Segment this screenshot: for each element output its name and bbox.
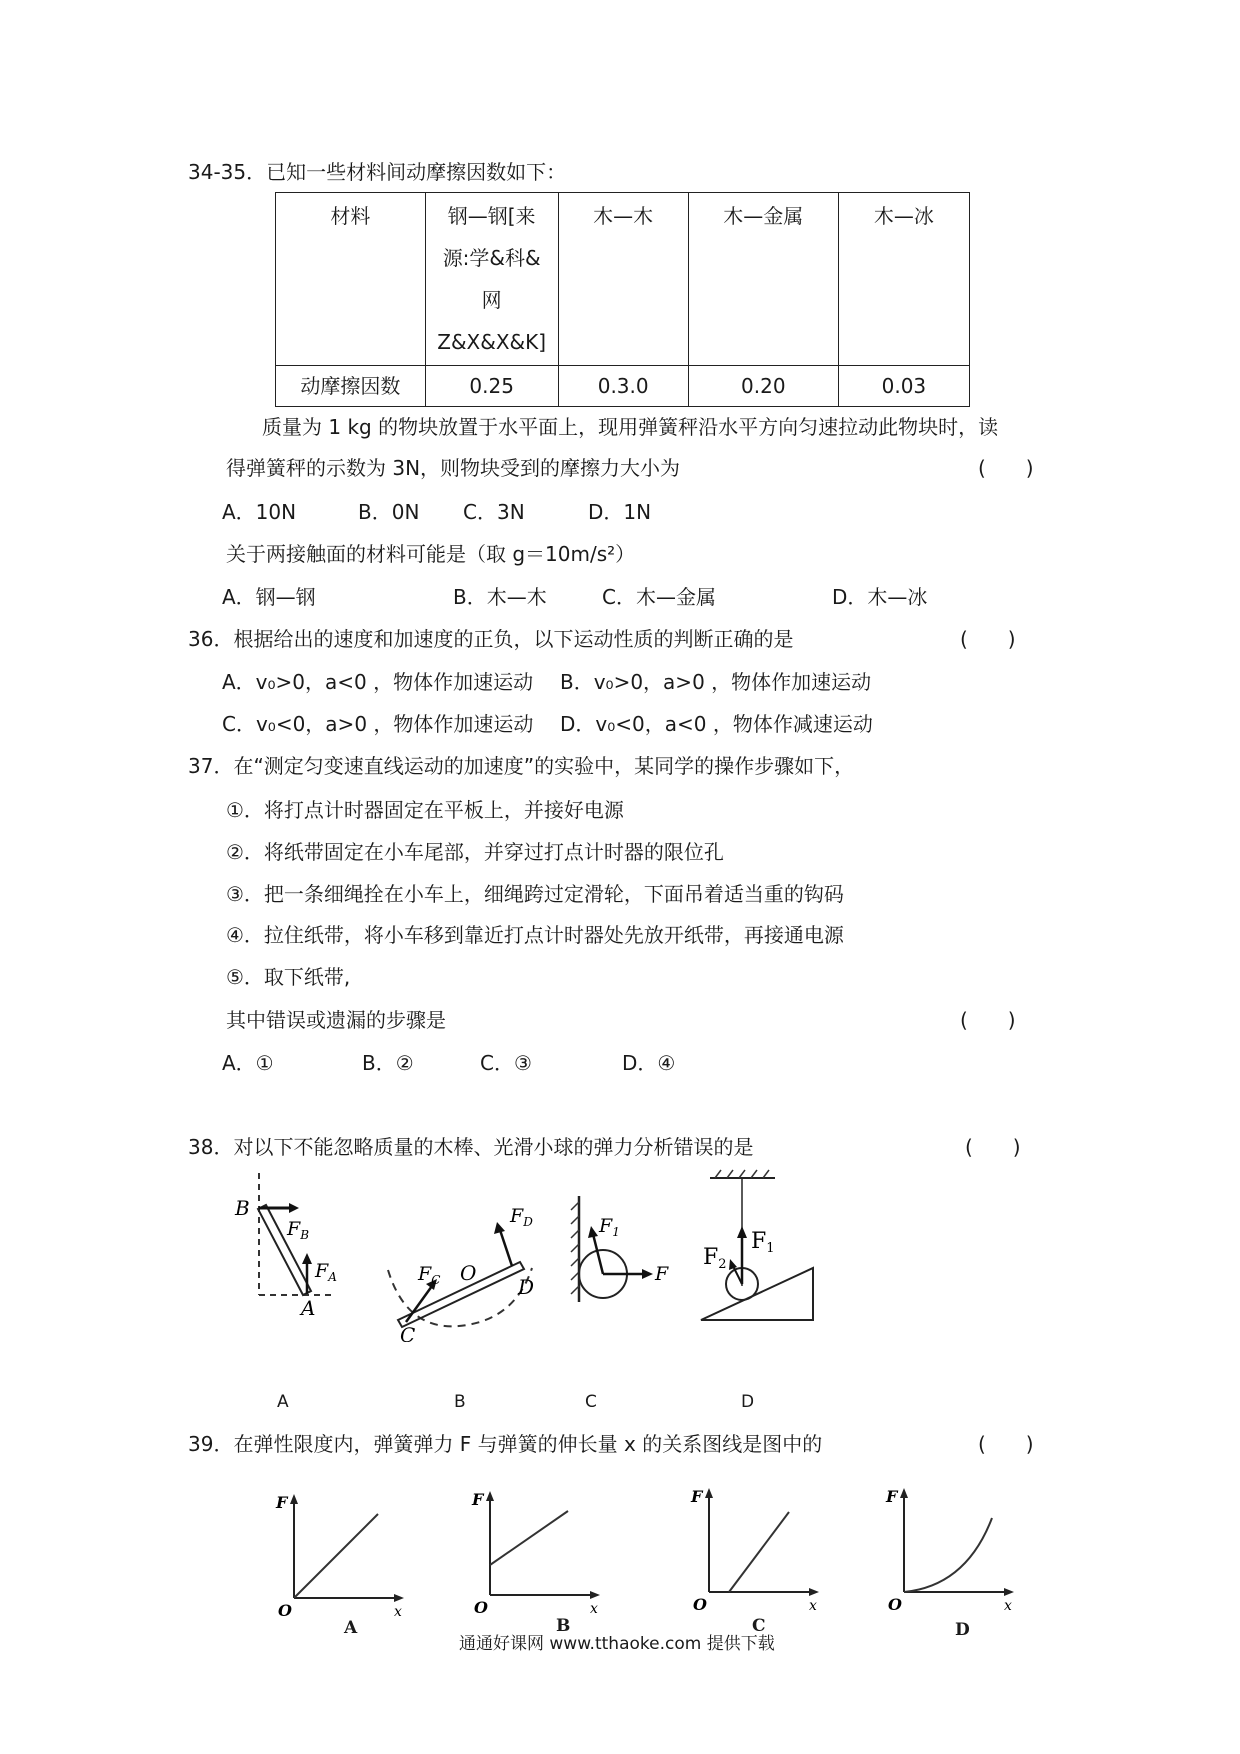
table-cell: 0.25: [425, 366, 558, 407]
option-b: B．②: [362, 1051, 414, 1075]
label-fc-sub: C: [431, 1273, 441, 1287]
option-d: D．④: [622, 1051, 676, 1075]
label-fa-f: F: [315, 1260, 329, 1282]
option-c: C．木—金属: [602, 585, 716, 609]
q34-paragraph-1: 质量为 1 kg 的物块放置于水平面上，现用弹簧秤沿水平方向匀速拉动此物块时，读: [262, 415, 999, 439]
graph-caption-a: A: [344, 1618, 358, 1638]
option-d: D．1N: [588, 500, 652, 524]
option-a: A．①: [222, 1051, 274, 1075]
figure-38b-rod-in-bowl: [370, 1172, 550, 1342]
label-f1-sub: 1: [612, 1225, 620, 1239]
label-f1-sub: 1: [766, 1241, 775, 1256]
origin-o: O: [474, 1598, 488, 1615]
label-fa: [314, 1260, 337, 1284]
head-line: 网: [481, 288, 502, 312]
q36-stem: 36．根据给出的速度和加速度的正负，以下运动性质的判断正确的是: [188, 627, 794, 651]
table-cell: 0.03: [838, 366, 969, 407]
friction-table: [275, 192, 970, 407]
head-line: Z&X&X&K]: [437, 330, 547, 354]
graph-caption-d: D: [955, 1620, 970, 1640]
table-head-steel-steel: [425, 193, 558, 366]
table-cell: 0.20: [688, 366, 838, 407]
label-fd-sub: D: [523, 1215, 533, 1229]
table-row-label: 动摩擦因数: [276, 366, 426, 407]
table-head-wood-metal: 木—金属: [688, 193, 838, 366]
label-fb-f: F: [287, 1218, 301, 1240]
label-f1-f: F: [751, 1229, 767, 1254]
q34-paragraph-2: 得弹簧秤的示数为 3N，则物块受到的摩擦力大小为: [226, 456, 681, 480]
label-f: F: [655, 1263, 669, 1285]
option-b: B．v₀>0，a>0 ，物体作加速运动: [560, 670, 872, 694]
option-b: B．木—木: [453, 585, 547, 609]
graph-d-curve: [880, 1482, 1020, 1612]
origin-o: O: [888, 1595, 902, 1612]
answer-paren: ( ): [960, 1008, 1016, 1032]
q34-35-stem: 34-35．已知一些材料间动摩擦因数如下：: [188, 160, 567, 184]
head-line: 钢—钢[来: [447, 204, 536, 228]
axis-x: x: [394, 1604, 402, 1618]
option-b: B．0N: [358, 500, 420, 524]
graph-b-linear-with-intercept: [466, 1485, 606, 1615]
option-c: C．3N: [463, 500, 525, 524]
table-head-material: 材料: [276, 193, 426, 366]
label-f1: [751, 1229, 775, 1256]
label-fc: [417, 1263, 440, 1287]
label-fd: [509, 1205, 533, 1229]
figure-caption-b: B: [454, 1392, 466, 1412]
step-5: ⑤．取下纸带,: [226, 965, 351, 989]
label-f2-f: F: [703, 1245, 719, 1270]
label-fd-f: F: [510, 1205, 524, 1227]
q39-stem: 39．在弹性限度内，弹簧弹力 F 与弹簧的伸长量 x 的关系图线是图中的: [188, 1432, 823, 1456]
option-c: C．③: [480, 1051, 532, 1075]
origin-o: O: [278, 1601, 292, 1618]
axis-x: x: [590, 1601, 598, 1615]
option-d: D．木—冰: [832, 585, 928, 609]
label-b: B: [235, 1196, 250, 1220]
option-d: D．v₀<0，a<0 ，物体作减速运动: [560, 712, 873, 736]
label-fb: [286, 1218, 309, 1242]
origin-o: O: [693, 1595, 707, 1612]
figure-caption-a: A: [277, 1392, 289, 1412]
figure-38d-ball-on-incline: [695, 1168, 825, 1328]
graph-a-linear-through-origin: [270, 1488, 410, 1618]
graph-c-linear-x-intercept: [685, 1482, 825, 1612]
label-fa-sub: A: [328, 1270, 337, 1284]
figure-caption-d: D: [741, 1392, 755, 1412]
option-c: C．v₀<0，a>0 ，物体作加速运动: [222, 712, 534, 736]
option-a: A．钢—钢: [222, 585, 316, 609]
axis-f: F: [276, 1493, 288, 1512]
table-head-wood-ice: 木—冰: [838, 193, 969, 366]
label-a: A: [301, 1296, 316, 1320]
label-f1-f: F: [599, 1215, 613, 1237]
label-d: D: [518, 1275, 535, 1299]
q35-stem: 关于两接触面的材料可能是（取 g＝10m/s²）: [226, 542, 636, 566]
label-f2-sub: 2: [718, 1257, 727, 1272]
answer-paren: ( ): [978, 456, 1034, 480]
axis-x: x: [1004, 1598, 1012, 1612]
step-4: ④．拉住纸带，将小车移到靠近打点计时器处先放开纸带，再接通电源: [226, 923, 844, 947]
step-2: ②．将纸带固定在小车尾部，并穿过打点计时器的限位孔: [226, 840, 724, 864]
head-line: 源:学&科&: [442, 246, 541, 270]
label-f2: [703, 1245, 727, 1272]
step-3: ③．把一条细绳拴在小车上，细绳跨过定滑轮，下面吊着适当重的钩码: [226, 882, 844, 906]
label-fb-sub: B: [300, 1228, 310, 1242]
figure-38c-ball-on-wall: [565, 1190, 670, 1310]
q37-stem: 37．在“测定匀变速直线运动的加速度”的实验中，某同学的操作步骤如下，: [188, 754, 855, 778]
answer-paren: ( ): [978, 1432, 1034, 1456]
label-o: O: [460, 1261, 477, 1285]
axis-f: F: [691, 1487, 703, 1506]
graph-caption-c: C: [752, 1616, 766, 1636]
label-fc-f: F: [418, 1263, 432, 1285]
axis-f: F: [472, 1490, 484, 1509]
q37-ask: 其中错误或遗漏的步骤是: [226, 1008, 446, 1032]
graph-caption-b: B: [556, 1616, 571, 1636]
table-cell: 0.3.0: [558, 366, 688, 407]
axis-f: F: [886, 1487, 898, 1506]
option-a: A．v₀>0，a<0 ，物体作加速运动: [222, 670, 534, 694]
axis-x: x: [809, 1598, 817, 1612]
table-head-wood-wood: 木—木: [558, 193, 688, 366]
figure-38a-rod-on-wall: [225, 1165, 345, 1330]
step-1: ①．将打点计时器固定在平板上，并接好电源: [226, 798, 624, 822]
answer-paren: ( ): [960, 627, 1016, 651]
label-c: C: [400, 1323, 416, 1342]
answer-paren: ( ): [965, 1135, 1021, 1159]
option-a: A．10N: [222, 500, 297, 524]
figure-caption-c: C: [585, 1392, 597, 1412]
label-f1: [598, 1215, 620, 1239]
page-footer: 通通好课网 www.tthaoke.com 提供下载: [459, 1634, 775, 1654]
q38-stem: 38．对以下不能忽略质量的木棒、光滑小球的弹力分析错误的是: [188, 1135, 754, 1159]
